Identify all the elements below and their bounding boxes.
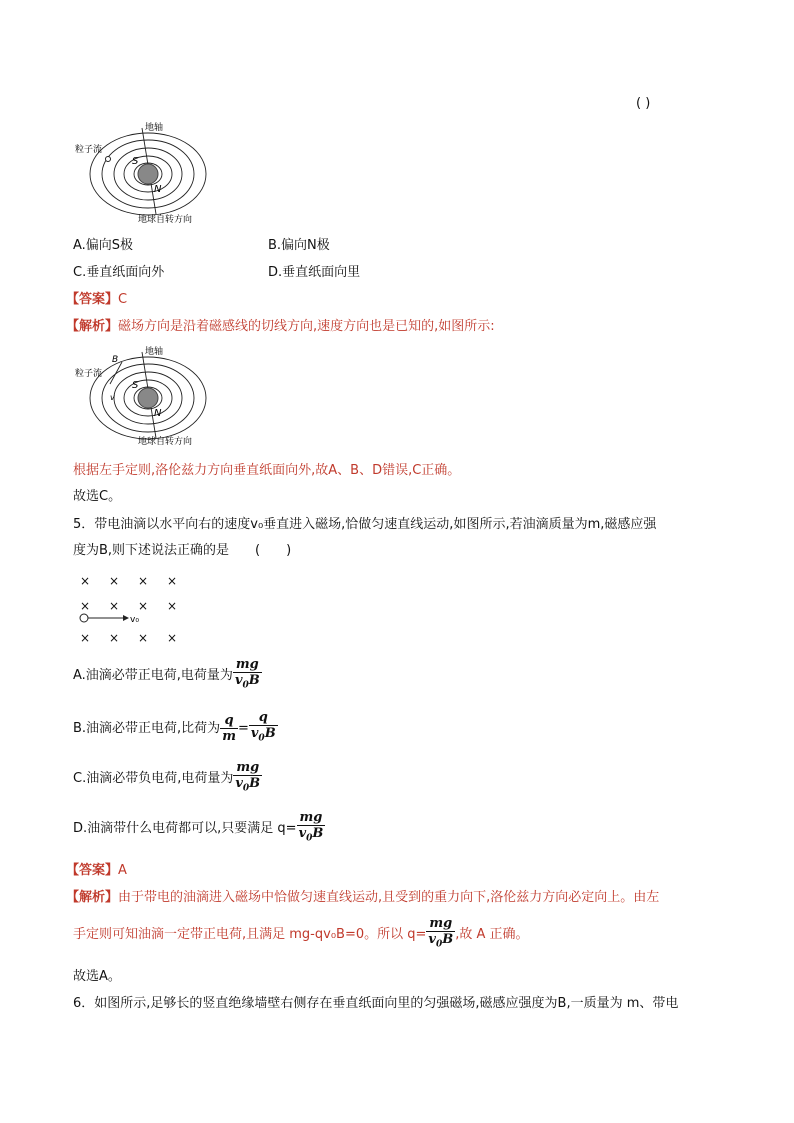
particle-stream-label: 粒子流 (75, 145, 103, 155)
option-d: D.垂直纸面向里 (268, 265, 361, 280)
option-b: B.偏向N极 (268, 238, 330, 253)
analysis-conclusion: 根据左手定则,洛伦兹力方向垂直纸面向外,故A、B、D错误,C正确。 (73, 463, 461, 478)
field-cross: × (167, 631, 178, 645)
b-vector-label: B (112, 355, 119, 365)
analysis-tag: 【解析】 (66, 890, 119, 905)
axis-label: 地轴 (145, 123, 164, 133)
fraction-mg-over-v0b: $\frac{mg}{v_0B}$ (298, 810, 324, 844)
n-pole-label: N (154, 184, 162, 195)
s-pole-label: S (132, 380, 139, 391)
particle-stream-label: 粒子流 (75, 369, 103, 379)
rotation-label: 地球自转方向 (138, 437, 193, 447)
option-a: A.油滴必带正电荷,电荷量为 $\frac{mg}{v_0B}$ (73, 657, 262, 694)
axis-label: 地轴 (145, 347, 164, 357)
s-pole-label: S (132, 156, 139, 167)
rotation-label: 地球自转方向 (138, 215, 193, 225)
option-d: D.油滴带什么电荷都可以,只要满足 q= $\frac{mg}{v_0B}$ (73, 810, 325, 847)
earth-magnetic-field-figure (70, 118, 220, 228)
analysis-line (66, 318, 495, 336)
n-pole-label: N (154, 408, 162, 419)
field-cross: × (80, 574, 91, 588)
option-b: B.油滴必带正电荷,比荷为 $\frac{q}{m}$ = $\frac{q}{v_0B}$ (73, 710, 278, 747)
field-cross: × (109, 599, 120, 613)
field-cross: × (109, 574, 120, 588)
question-5-stem-2: 度为B,则下述说法正确的是 ( ) (73, 543, 292, 558)
fraction-q-over-m: $\frac{q}{m}$ (222, 712, 236, 744)
field-cross: × (167, 599, 178, 613)
magnetic-field-row-1 (80, 570, 196, 589)
answer-bracket: ( ) (636, 96, 651, 111)
analysis-text: 磁场方向是沿着磁感线的切线方向,速度方向也是已知的,如图所示: (118, 319, 495, 334)
analysis-line-1: 【解析】由于带电的油滴进入磁场中恰做匀速直线运动,且受到的重力向下,洛伦兹力方向必定向上。由左 (66, 890, 660, 905)
answer-tag: 【答案】 (66, 292, 119, 307)
field-cross: × (138, 574, 149, 588)
field-cross: × (80, 599, 91, 613)
option-a: A.偏向S极 (73, 238, 134, 253)
fraction-mg-over-v0b: $\frac{mg}{v_0B}$ (428, 916, 454, 950)
field-cross: × (138, 631, 149, 645)
velocity-label: v₀ (130, 615, 139, 625)
field-cross: × (167, 574, 178, 588)
option-c: C.垂直纸面向外 (73, 265, 165, 280)
answer-value: C (118, 292, 128, 307)
earth-field-analysis-figure (70, 340, 220, 450)
fraction-q-over-v0b: $\frac{q}{v_0B}$ (250, 710, 276, 744)
field-cross: × (138, 599, 149, 613)
question-6-stem-1: 6．如图所示,足够长的竖直绝缘墙壁右侧存在垂直纸面向里的匀强磁场,磁感应强度为B,一质量为 m、带电 (73, 996, 679, 1011)
question-5-stem-1: 5．带电油滴以水平向右的速度v₀垂直进入磁场,恰做匀速直线运动,如图所示,若油滴质量为m,磁感应强 (73, 517, 657, 532)
option-c: C.油滴必带负电荷,电荷量为 $\frac{mg}{v_0B}$ (73, 760, 262, 797)
answer-line (66, 291, 127, 309)
field-cross: × (109, 631, 120, 645)
fraction-mg-over-v0b: $\frac{mg}{v_0B}$ (234, 657, 260, 691)
answer-line (66, 862, 127, 880)
magnetic-field-row-3 (80, 627, 196, 646)
analysis-tag: 【解析】 (66, 319, 119, 334)
v-vector-label: v (110, 393, 115, 402)
fraction-mg-over-v0b: $\frac{mg}{v_0B}$ (235, 760, 261, 794)
analysis-line-2: 手定则可知油滴一定带正电荷,且满足 mg-qv₀B=0。所以 q= $\frac{mg}{v_0B}$ ,故 A 正确。 (73, 916, 529, 953)
choose-line: 故选A。 (73, 969, 121, 984)
answer-value: A (118, 863, 127, 878)
answer-tag: 【答案】 (66, 863, 119, 878)
oil-drop-velocity (78, 610, 148, 626)
field-cross: × (80, 631, 91, 645)
choose-line: 故选C。 (73, 489, 122, 504)
